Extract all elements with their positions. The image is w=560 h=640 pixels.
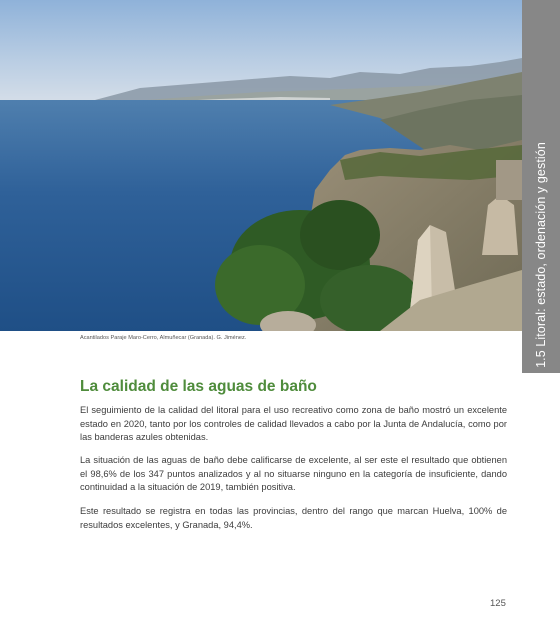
section-side-tab-label: 1.5 Litoral: estado, ordenación y gestión — [534, 142, 548, 368]
body-paragraph: El seguimiento de la calidad del litoral para el uso recreativo como zona de baño mostró un excelente estado en 2020, tanto por los controles de calidad llevados a cabo por la Junta de Andalucía, como por las banderas azules obtenidas. — [80, 405, 507, 443]
photo-caption: Acantilados Paraje Maro-Cerro, Almuñecar (Granada). G. Jiménez. — [80, 335, 247, 341]
page-number: 125 — [490, 598, 506, 609]
body-paragraph: Este resultado se registra en todas las provincias, dentro del rango que marcan Huelva, 100% de resultados excelentes, y Granada, 94,4%. — [80, 506, 507, 530]
section-side-tab — [522, 0, 560, 373]
body-paragraph: La situación de las aguas de baño debe calificarse de excelente, al ser este el resultado que obtienen el 98,6% de los 347 puntos analizados y al no situarse ninguno en la categoría de insuficiente, dando continuidad a la situación de 2019, también positiva. — [80, 455, 507, 493]
coastal-cliffs-photo — [0, 0, 522, 331]
section-heading: La calidad de las aguas de baño — [80, 378, 317, 395]
